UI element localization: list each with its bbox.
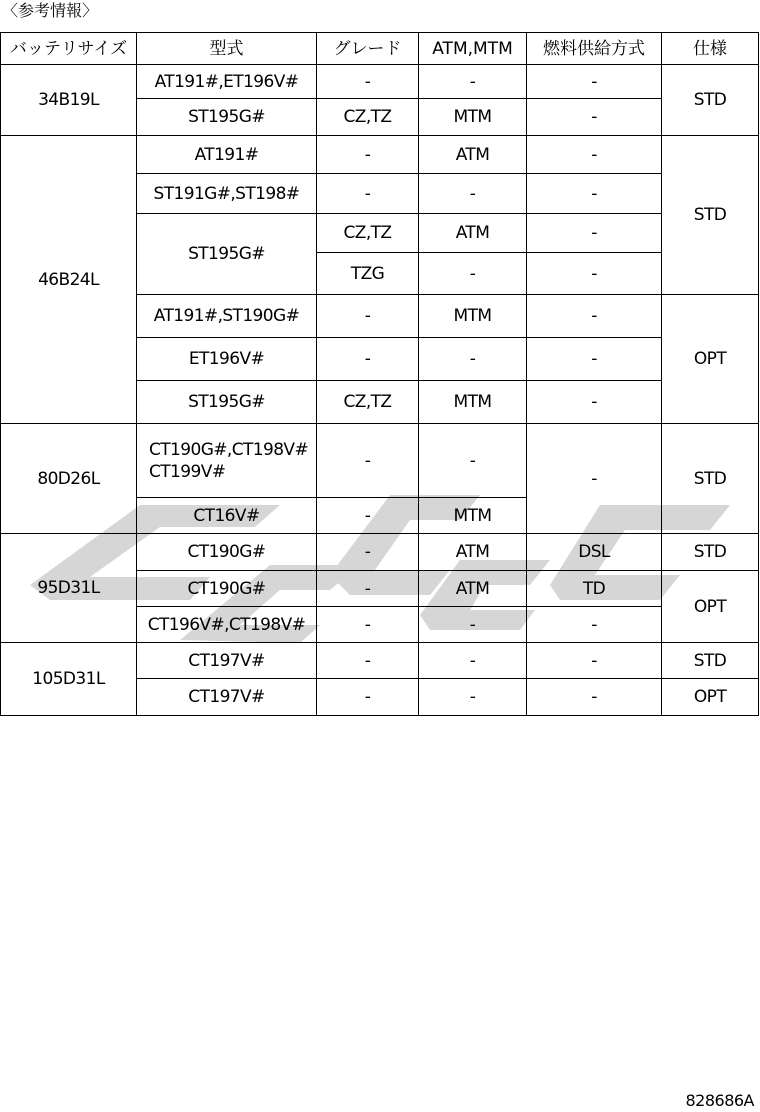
grade-cell: - [317, 295, 419, 338]
grade-cell: - [317, 643, 419, 679]
fuel-cell: - [527, 99, 662, 136]
figure-id: 828686A [685, 1091, 754, 1110]
header-battery-size: バッテリサイズ [1, 33, 137, 65]
fuel-cell: - [527, 65, 662, 99]
model-line: CT199V# [149, 461, 226, 482]
model-cell: ST195G# [137, 214, 317, 295]
model-cell: CT16V# [137, 498, 317, 534]
transmission-cell: MTM [419, 498, 527, 534]
fuel-cell: - [527, 338, 662, 381]
table-header-row [1, 33, 759, 65]
header-model: 型式 [137, 33, 317, 65]
grade-cell: TZG [317, 253, 419, 295]
model-cell: CT197V# [137, 643, 317, 679]
fuel-cell: - [527, 679, 662, 716]
section-caption: 〈参考情報〉 [2, 1, 99, 20]
battery-spec-table [0, 32, 759, 716]
table-row [1, 424, 759, 498]
transmission-cell: - [419, 643, 527, 679]
transmission-cell: - [419, 253, 527, 295]
battery-size-cell: 46B24L [1, 136, 137, 424]
model-cell: ST191G#,ST198# [137, 174, 317, 214]
table-row [1, 534, 759, 571]
battery-size-cell: 105D31L [1, 643, 137, 716]
grade-cell: - [317, 679, 419, 716]
spec-cell: OPT [662, 295, 759, 424]
fuel-cell: - [527, 295, 662, 338]
model-cell: AT191#,ET196V# [137, 65, 317, 99]
spec-cell: STD [662, 424, 759, 534]
battery-size-cell: 95D31L [1, 534, 137, 643]
model-cell: CT196V#,CT198V# [137, 607, 317, 643]
transmission-cell: MTM [419, 295, 527, 338]
grade-cell: - [317, 498, 419, 534]
header-fuel-system: 燃料供給方式 [527, 33, 662, 65]
table-row [1, 643, 759, 679]
model-cell [137, 424, 317, 498]
fuel-cell: - [527, 174, 662, 214]
grade-cell: - [317, 65, 419, 99]
transmission-cell: - [419, 65, 527, 99]
transmission-cell: ATM [419, 136, 527, 174]
model-cell: CT190G# [137, 534, 317, 571]
fuel-cell: - [527, 424, 662, 534]
fuel-cell: TD [527, 571, 662, 607]
model-cell: CT190G# [137, 571, 317, 607]
model-cell: CT197V# [137, 679, 317, 716]
transmission-cell: MTM [419, 381, 527, 424]
grade-cell: - [317, 338, 419, 381]
transmission-cell: - [419, 174, 527, 214]
grade-cell: CZ,TZ [317, 381, 419, 424]
grade-cell: - [317, 534, 419, 571]
spec-cell: STD [662, 136, 759, 295]
grade-cell: - [317, 424, 419, 498]
table-row [1, 136, 759, 174]
fuel-cell: - [527, 381, 662, 424]
spec-cell: OPT [662, 571, 759, 643]
spec-cell: STD [662, 643, 759, 679]
transmission-cell: - [419, 607, 527, 643]
transmission-cell: ATM [419, 571, 527, 607]
transmission-cell: MTM [419, 99, 527, 136]
model-cell: AT191# [137, 136, 317, 174]
grade-cell: - [317, 136, 419, 174]
fuel-cell: - [527, 214, 662, 253]
model-cell: ET196V# [137, 338, 317, 381]
model-line: CT190G#,CT198V# [149, 439, 309, 460]
battery-size-cell: 34B19L [1, 65, 137, 136]
spec-cell: STD [662, 534, 759, 571]
model-cell: AT191#,ST190G# [137, 295, 317, 338]
spec-cell: OPT [662, 679, 759, 716]
transmission-cell: - [419, 679, 527, 716]
model-cell: ST195G# [137, 99, 317, 136]
header-transmission: ATM,MTM [419, 33, 527, 65]
fuel-cell: - [527, 136, 662, 174]
fuel-cell: DSL [527, 534, 662, 571]
fuel-cell: - [527, 607, 662, 643]
header-spec: 仕様 [662, 33, 759, 65]
transmission-cell: - [419, 338, 527, 381]
grade-cell: - [317, 571, 419, 607]
grade-cell: CZ,TZ [317, 99, 419, 136]
transmission-cell: - [419, 424, 527, 498]
fuel-cell: - [527, 253, 662, 295]
battery-size-cell: 80D26L [1, 424, 137, 534]
table-row [1, 65, 759, 99]
model-cell: ST195G# [137, 381, 317, 424]
grade-cell: - [317, 607, 419, 643]
transmission-cell: ATM [419, 534, 527, 571]
grade-cell: CZ,TZ [317, 214, 419, 253]
spec-cell: STD [662, 65, 759, 136]
header-grade: グレード [317, 33, 419, 65]
grade-cell: - [317, 174, 419, 214]
fuel-cell: - [527, 643, 662, 679]
transmission-cell: ATM [419, 214, 527, 253]
